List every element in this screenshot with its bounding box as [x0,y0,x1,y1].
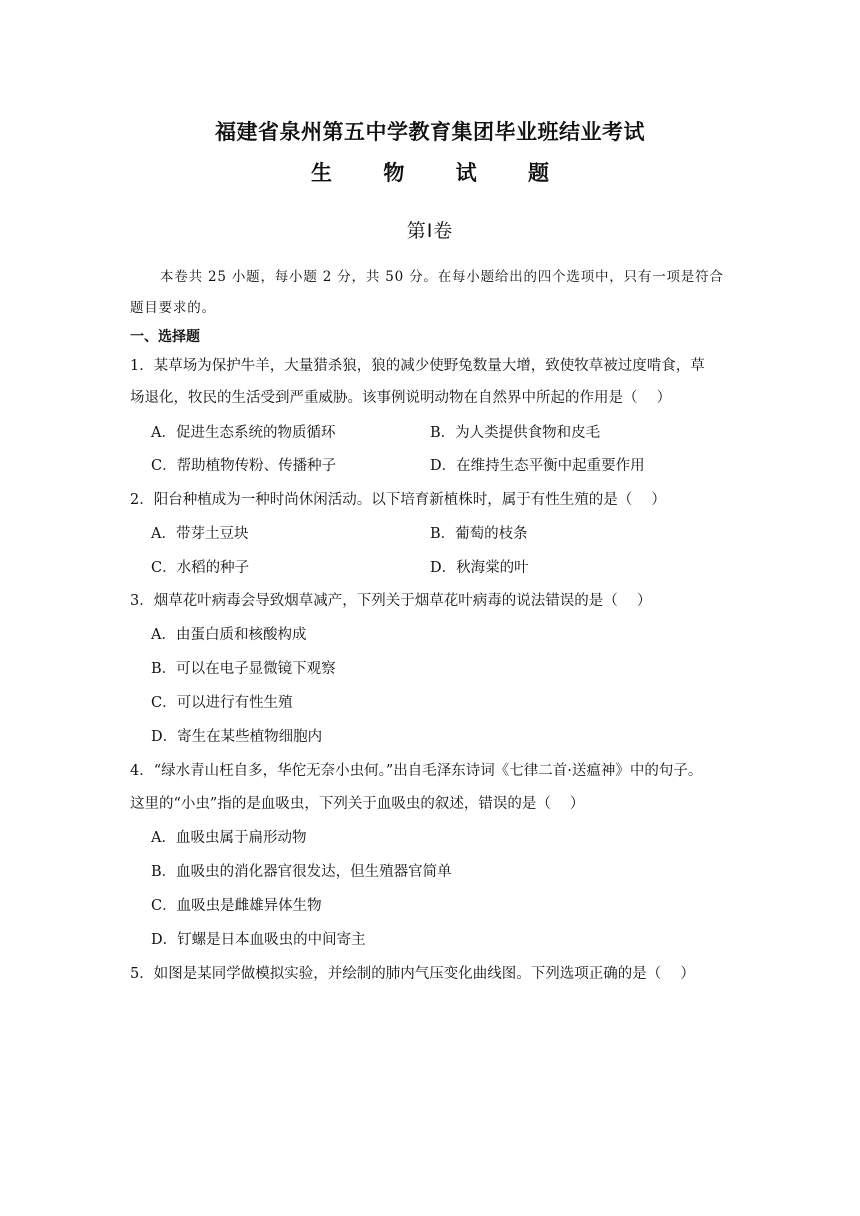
question-2-option-b: B．葡萄的枝条 [430,526,528,542]
intro-line-1: 本卷共 25 小题，每小题 2 分，共 50 分。在每小题给出的四个选项中，只有一项是符合 [160,269,724,285]
question-3-option-c: C．可以进行有性生殖 [151,695,293,711]
question-4-option-d: D．钉螺是日本血吸虫的中间寄主 [151,932,366,948]
section-heading: 一、选择题 [130,329,200,345]
question-1-stem-line-2: 场退化，牧民的生活受到严重威胁。该事例说明动物在自然界中所起的作用是（ ） [130,390,672,406]
question-4-stem-line-2: 这里的“小虫”指的是血吸虫，下列关于血吸虫的叙述，错误的是（ ） [130,796,585,812]
question-4-option-b: B．血吸虫的消化器官很发达，但生殖器官简单 [151,864,452,880]
question-1-option-a: A．促进生态系统的物质循环 [151,425,336,441]
exam-title: 福建省泉州第五中学教育集团毕业班结业考试 [215,120,645,144]
question-3-option-a: A．由蛋白质和核酸构成 [151,627,307,643]
question-1-option-d: D．在维持生态平衡中起重要作用 [430,458,645,474]
question-2-option-a: A．带芽土豆块 [151,526,249,542]
question-2-option-d: D．秋海棠的叶 [430,560,529,576]
volume-title: 第Ⅰ卷 [406,220,454,242]
question-1-option-b: B．为人类提供食物和皮毛 [430,425,601,441]
question-1-option-c: C．帮助植物传粉、传播种子 [151,458,337,474]
question-4-option-a: A．血吸虫属于扁形动物 [151,830,307,846]
question-4-stem-line-1: 4．“绿水青山枉自多，华佗无奈小虫何。”出自毛泽东诗词《七律二首·送瘟神》中的句子。 [130,763,703,779]
intro-line-2: 题目要求的。 [130,300,216,316]
question-3-option-b: B．可以在电子显微镜下观察 [151,661,336,677]
question-2-option-c: C．水稻的种子 [151,560,250,576]
question-2-stem: 2．阳台种植成为一种时尚休闲活动。以下培育新植株时，属于有性生殖的是（ ） [130,492,666,508]
question-3-stem: 3．烟草花叶病毒会导致烟草减产，下列关于烟草花叶病毒的说法错误的是（ ） [130,593,652,609]
question-3-option-d: D．寄生在某些植物细胞内 [151,729,323,745]
question-4-option-c: C．血吸虫是雌雄异体生物 [151,898,322,914]
question-5-stem: 5．如图是某同学做模拟实验，并绘制的肺内气压变化曲线图。下列选项正确的是（ ） [130,966,695,982]
question-1-stem-line-1: 1．某草场为保护牛羊，大量猎杀狼，狼的减少使野兔数量大增，致使牧草被过度啃食，草 [130,358,705,374]
subject-title: 生 物 试 题 [311,161,571,185]
